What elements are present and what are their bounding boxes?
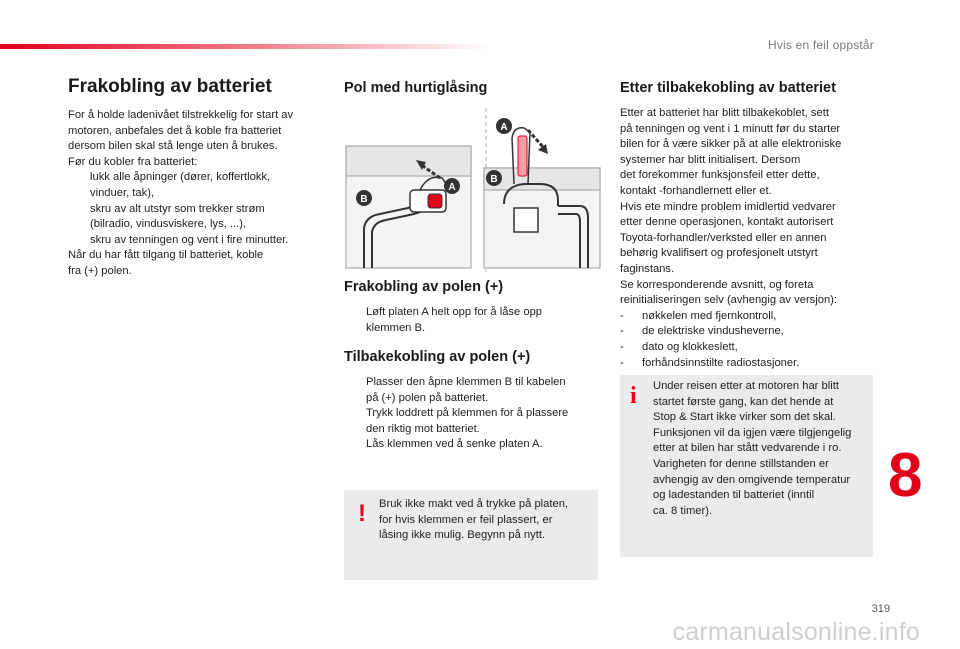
text-line: Plasser den åpne klemmen B til kabelen: [366, 376, 566, 388]
after-reconnect-text: [620, 106, 876, 371]
dash-item: [620, 356, 876, 372]
bullet-item: [344, 406, 602, 437]
text-line: lukk alle åpninger (dører, koffertlokk,: [90, 171, 271, 184]
label-b-text: B: [490, 174, 498, 185]
info-text: [653, 379, 869, 519]
text-line: startet første gang, kan det hende at: [653, 395, 834, 408]
column-battery-disconnect: [68, 76, 318, 280]
text-line: de elektriske vindusheverne,: [642, 325, 784, 338]
text-line: Bruk ikke makt ved å trykke på platen,: [379, 498, 569, 510]
text-line: Lås klemmen ved å senke platen A.: [366, 438, 543, 451]
text-line: behørig kvalifisert og profesjonelt utstyrt: [620, 247, 818, 260]
text-line: dersom bilen skal stå lenge uten å brukes.: [68, 140, 278, 153]
label-b-marker: [356, 190, 372, 206]
left-battery-drawing: [346, 146, 471, 268]
text-line: (bilradio, vindusviskere, lys, ...),: [90, 218, 247, 231]
column-after-reconnect: [620, 80, 876, 371]
text-line: Trykk loddrett på klemmen for å plassere: [366, 407, 569, 420]
dash-item: [620, 309, 876, 325]
section-title-after-reconnect: Etter tilbakekobling av batteriet: [620, 80, 836, 96]
section-title-quick-release: Pol med hurtiglåsing: [344, 80, 488, 96]
text-line: systemer har blitt initialisert. Dersom: [620, 153, 801, 166]
text-line: Etter at batteriet har blitt tilbakekoblet, sett: [620, 107, 829, 119]
text-line: nøkkelen med fjernkontroll,: [642, 309, 777, 322]
text-line: skru av tenningen og vent i fire minutter.: [90, 233, 289, 246]
intro-text: [68, 108, 318, 280]
section-title-battery-disconnect: Frakobling av batteriet: [68, 76, 272, 97]
text-line: Varigheten for denne stillstanden er: [653, 457, 829, 470]
dash-marker: -: [620, 340, 624, 353]
text-line: for hvis klemmen er feil plassert, er: [379, 513, 553, 526]
text-line: For å holde ladenivået tilstrekkelig for start av: [68, 109, 294, 121]
label-a-text: A: [500, 122, 508, 133]
text-line: faginstans.: [620, 262, 675, 275]
dash-item: [620, 324, 876, 340]
text-line: den riktig mot batteriet.: [366, 422, 480, 435]
dash-item: [620, 340, 876, 356]
text-line: skru av alt utstyr som trekker strøm: [90, 202, 265, 215]
dash-marker: -: [620, 309, 624, 322]
bullet-item: [344, 375, 602, 406]
text-line: Før du kobler fra batteriet:: [68, 155, 198, 168]
label-a-marker: [496, 118, 512, 134]
text-line: forhåndsinnstilte radiostasjoner.: [642, 356, 800, 369]
text-line: etter at bilen har stått vedvarende i ro.: [653, 442, 842, 455]
watermark: carmanualsonline.info: [672, 618, 920, 646]
label-b-text: B: [360, 194, 368, 205]
header-accent-bar: [0, 44, 490, 49]
text-line: motoren, anbefales det å koble fra batteriet: [68, 124, 282, 137]
column-quick-release-terminal: [344, 80, 602, 110]
text-line: på (+) polen på batteriet.: [366, 391, 489, 404]
text-line: låsing ikke mulig. Begynn på nytt.: [379, 529, 546, 542]
bullet-item: [68, 170, 318, 201]
info-box: [620, 375, 873, 557]
subsection-title-reconnect: Tilbakekobling av polen (+): [344, 349, 531, 365]
bullet-item: [68, 233, 318, 249]
text-line: Toyota-forhandler/verksted eller en annen: [620, 231, 827, 244]
bullet-item: [68, 202, 318, 233]
text-line: Når du har fått tilgang til batteriet, koble: [68, 249, 264, 262]
label-a-text: A: [448, 182, 456, 193]
text-line: Løft platen A helt opp for å låse opp: [366, 306, 543, 318]
subsection-disconnect-text: [344, 305, 602, 336]
text-line: ca. 8 timer).: [653, 504, 713, 517]
subsection-disconnect-terminal: [344, 279, 602, 336]
red-lever-raised: [518, 136, 527, 176]
subsection-reconnect-text: [344, 375, 602, 453]
dash-marker: -: [620, 325, 624, 338]
subsection-reconnect-terminal: [344, 349, 602, 453]
text-line: klemmen B.: [366, 321, 426, 334]
text-line: avhengig av den omgivende temperatur: [653, 473, 851, 486]
text-line: Se korresponderende avsnitt, og foreta: [620, 278, 814, 291]
text-line: etter denne operasjonen, kontakt autorisert: [620, 216, 834, 229]
label-b-marker: [486, 170, 502, 186]
text-line: kontakt -forhandlernett eller et.: [620, 184, 772, 197]
text-line: Stop & Start ikke virker som det skal.: [653, 411, 836, 424]
info-icon: i: [630, 383, 637, 409]
text-line: Funksjonen vil da igjen være tilgjengelig: [653, 426, 852, 439]
page-number: 319: [871, 603, 890, 615]
bullet-item: [344, 305, 602, 336]
subsection-title-disconnect: Frakobling av polen (+): [344, 279, 504, 295]
text-line: bilen for å være sikker på at alle elektroniske: [620, 138, 842, 151]
battery-terminal-illustration: [344, 108, 602, 272]
bullet-item: [344, 437, 602, 453]
text-line: dato og klokkeslett,: [642, 340, 738, 353]
warning-text: [379, 497, 584, 544]
text-line: det forekommer funksjonsfeil etter dette,: [620, 169, 820, 182]
chapter-title: Hvis en feil oppstår: [767, 38, 874, 52]
text-line: på tenningen og vent i 1 minutt før du starter: [620, 122, 841, 135]
chapter-number: 8: [888, 441, 923, 510]
text-line: og ladestanden til batteriet (inntil: [653, 489, 815, 502]
text-line: fra (+) polen.: [68, 264, 132, 277]
warning-box: [344, 490, 598, 580]
label-a-marker: [444, 178, 460, 194]
warning-icon: !: [358, 500, 366, 527]
text-line: vinduer, tak),: [90, 186, 155, 199]
text-line: reinitialiseringen selv (avhengig av versjon):: [620, 294, 838, 307]
text-line: Under reisen etter at motoren har blitt: [653, 380, 839, 392]
red-quick-release-lever: [428, 194, 442, 208]
dash-marker: -: [620, 356, 624, 369]
text-line: Hvis ete mindre problem imidlertid vedvarer: [620, 200, 836, 213]
